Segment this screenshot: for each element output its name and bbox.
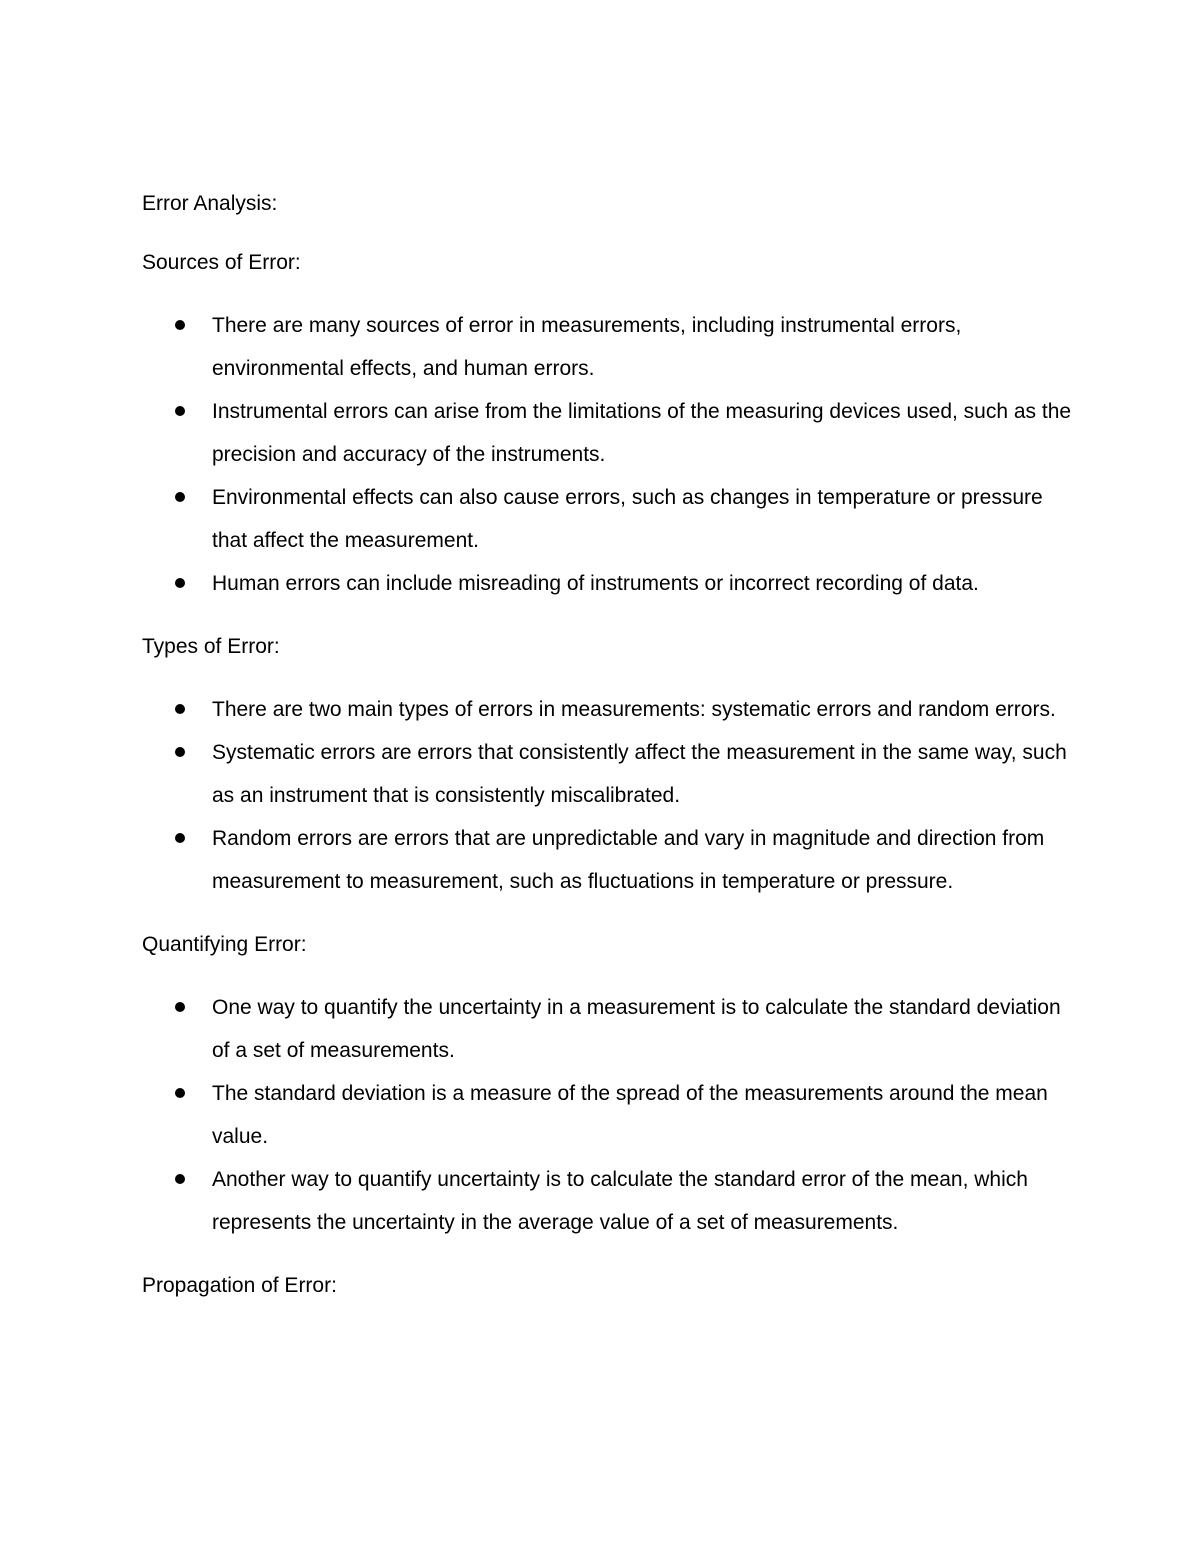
bullet-icon — [175, 833, 185, 843]
list-item — [142, 1072, 1072, 1158]
document-title: Error Analysis: — [142, 192, 278, 215]
bullet-text: Human errors can include misreading of instruments or incorrect recording of data. — [212, 572, 979, 595]
bullet-icon — [175, 320, 185, 330]
list-item — [142, 304, 1072, 390]
bullet-icon — [175, 1002, 185, 1012]
list-item — [142, 390, 1072, 476]
list-item — [142, 1158, 1072, 1244]
bullet-text: There are many sources of error in measurements, including instrumental errors, environmental effects, and human errors. — [212, 314, 962, 380]
bullet-text: There are two main types of errors in measurements: systematic errors and random errors. — [212, 698, 1056, 721]
bullet-list-quantifying — [142, 986, 1072, 1244]
bullet-icon — [175, 1088, 185, 1098]
bullet-text: Instrumental errors can arise from the limitations of the measuring devices used, such as the precision and accuracy of the instruments. — [212, 400, 1072, 466]
list-item — [142, 688, 1072, 731]
list-item — [142, 562, 1072, 605]
section-heading-quantifying: Quantifying Error: — [142, 933, 307, 956]
bullet-text: Environmental effects can also cause errors, such as changes in temperature or pressure that affect the measurement. — [212, 486, 1043, 552]
bullet-icon — [175, 492, 185, 502]
bullet-icon — [175, 406, 185, 416]
bullet-icon — [175, 747, 185, 757]
list-item — [142, 731, 1072, 817]
bullet-icon — [175, 704, 185, 714]
bullet-list-types — [142, 688, 1072, 903]
bullet-list-sources — [142, 304, 1072, 605]
section-heading-types: Types of Error: — [142, 635, 280, 658]
list-item — [142, 986, 1072, 1072]
bullet-text: One way to quantify the uncertainty in a measurement is to calculate the standard deviation of a set of measurements. — [212, 996, 1061, 1062]
list-item — [142, 817, 1072, 903]
bullet-text: The standard deviation is a measure of the spread of the measurements around the mean value. — [212, 1082, 1048, 1148]
bullet-text: Another way to quantify uncertainty is to calculate the standard error of the mean, which represents the uncertainty in the average value of a set of measurements. — [212, 1168, 1028, 1234]
bullet-icon — [175, 1174, 185, 1184]
bullet-text: Systematic errors are errors that consistently affect the measurement in the same way, such as an instrument that is consistently miscalibrated. — [212, 741, 1067, 807]
document-page — [142, 186, 1072, 1327]
section-heading-sources: Sources of Error: — [142, 251, 301, 274]
bullet-icon — [175, 578, 185, 588]
section-heading-propagation: Propagation of Error: — [142, 1274, 337, 1297]
bullet-text: Random errors are errors that are unpredictable and vary in magnitude and direction from measurement to measurement, such as fluctuations in temperature or pressure. — [212, 827, 1045, 893]
list-item — [142, 476, 1072, 562]
